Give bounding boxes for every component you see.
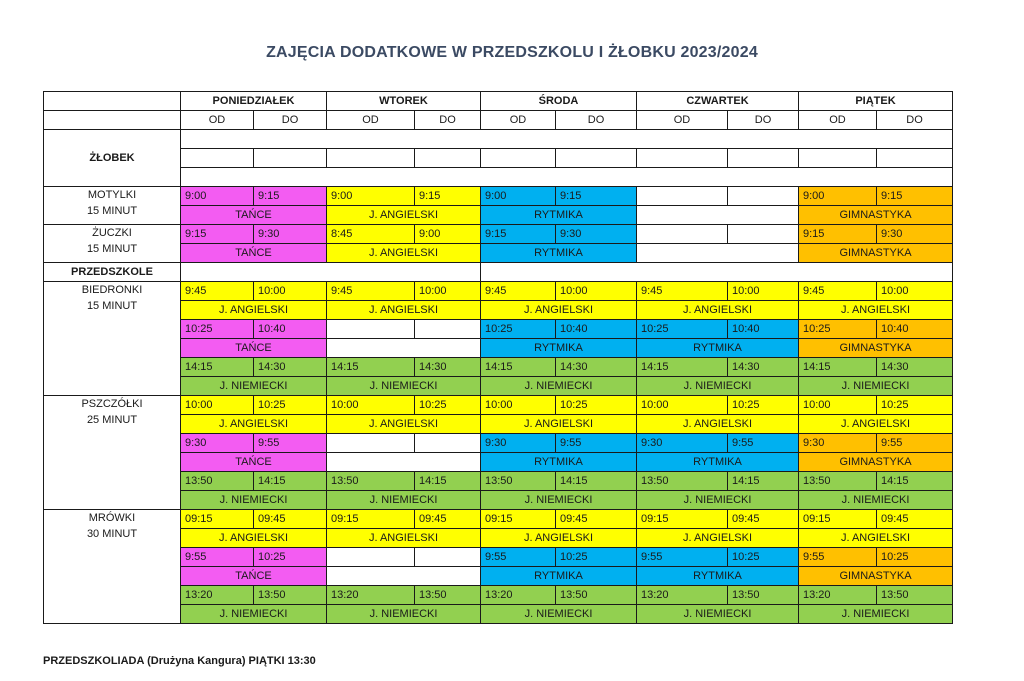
- mrowki-ang-activity-row: [44, 529, 953, 548]
- activity-cell: RYTMIKA: [637, 339, 799, 358]
- time-cell: 14:15: [799, 358, 877, 377]
- activity-cell: J. ANGIELSKI: [637, 301, 799, 320]
- day-tue: WTOREK: [327, 92, 481, 111]
- zuczki-time-row: [44, 225, 953, 244]
- empty-cell: [481, 263, 953, 282]
- time-cell: 8:45: [327, 225, 415, 244]
- time-cell: 9:55: [637, 548, 728, 567]
- time-cell: 10:40: [556, 320, 637, 339]
- time-cell: 10:40: [877, 320, 953, 339]
- activity-cell: J. NIEMIECKI: [481, 491, 637, 510]
- group-mrowki: [44, 510, 181, 624]
- footer-note: PRZEDSZKOLIADA (Drużyna Kangura) PIĄTKI 13:30: [43, 655, 316, 667]
- activity-cell: GIMNASTYKA: [799, 453, 953, 472]
- activity-cell: TAŃCE: [181, 453, 327, 472]
- time-cell: 9:30: [481, 434, 556, 453]
- time-cell: 13:20: [481, 586, 556, 605]
- day-thu: CZWARTEK: [637, 92, 799, 111]
- time-cell: 10:25: [254, 396, 327, 415]
- activity-cell: J. ANGIELSKI: [481, 301, 637, 320]
- empty-cell: [637, 187, 728, 206]
- activity-cell: J. ANGIELSKI: [327, 244, 481, 263]
- time-cell: 9:55: [728, 434, 799, 453]
- page-title: ZAJĘCIA DODATKOWE W PRZEDSZKOLU I ŻŁOBKU 2023/2024: [266, 44, 758, 61]
- time-cell: 09:45: [415, 510, 481, 529]
- time-cell: 09:45: [728, 510, 799, 529]
- empty-cell: [181, 263, 481, 282]
- time-cell: 10:00: [181, 396, 254, 415]
- time-cell: 14:15: [481, 358, 556, 377]
- activity-cell: GIMNASTYKA: [799, 244, 953, 263]
- activity-cell: J. NIEMIECKI: [637, 377, 799, 396]
- time-cell: 9:30: [181, 434, 254, 453]
- empty-cell: [556, 149, 637, 168]
- time-cell: 10:25: [728, 396, 799, 415]
- zlobek-row: [44, 130, 953, 149]
- activity-cell: J. ANGIELSKI: [481, 529, 637, 548]
- mrowki-b2-time-row: [44, 548, 953, 567]
- activity-cell: GIMNASTYKA: [799, 339, 953, 358]
- time-cell: 9:45: [637, 282, 728, 301]
- day-header-row: [44, 92, 953, 111]
- do-label: DO: [556, 111, 637, 130]
- time-cell: 10:00: [728, 282, 799, 301]
- time-cell: 14:15: [415, 472, 481, 491]
- pszczolki-ang-time-row: [44, 396, 953, 415]
- activity-cell: J. ANGIELSKI: [799, 415, 953, 434]
- time-cell: 10:25: [556, 548, 637, 567]
- time-cell: 9:30: [799, 434, 877, 453]
- activity-cell: RYTMIKA: [481, 567, 637, 586]
- time-cell: 9:00: [481, 187, 556, 206]
- activity-cell: J. NIEMIECKI: [637, 605, 799, 624]
- time-cell: 10:00: [799, 396, 877, 415]
- activity-cell: J. NIEMIECKI: [799, 605, 953, 624]
- time-cell: 10:25: [556, 396, 637, 415]
- schedule-table: [43, 91, 953, 624]
- przedszkole-row: [44, 263, 953, 282]
- activity-cell: J. ANGIELSKI: [327, 529, 481, 548]
- time-cell: 14:30: [254, 358, 327, 377]
- do-label: DO: [877, 111, 953, 130]
- biedronki-niem-time-row: [44, 358, 953, 377]
- time-cell: 09:45: [556, 510, 637, 529]
- time-cell: 14:30: [415, 358, 481, 377]
- time-cell: 10:25: [481, 320, 556, 339]
- biedronki-b2-time-row: [44, 320, 953, 339]
- time-cell: 09:15: [637, 510, 728, 529]
- empty-cell: [481, 149, 556, 168]
- time-cell: 13:50: [181, 472, 254, 491]
- time-cell: 9:15: [254, 187, 327, 206]
- time-cell: 13:50: [637, 472, 728, 491]
- time-cell: 13:20: [181, 586, 254, 605]
- empty-cell: [327, 567, 481, 586]
- empty-cell: [327, 548, 415, 567]
- time-cell: 9:15: [556, 187, 637, 206]
- motylki-activity-row: [44, 206, 953, 225]
- od-label: OD: [181, 111, 254, 130]
- zlobek-row: [44, 168, 953, 187]
- day-fri: PIĄTEK: [799, 92, 953, 111]
- time-cell: 9:30: [877, 225, 953, 244]
- time-cell: 9:45: [327, 282, 415, 301]
- zlobek-row: [44, 149, 953, 168]
- time-cell: 13:50: [481, 472, 556, 491]
- time-cell: 10:25: [637, 320, 728, 339]
- group-duration: 15 MINUT: [86, 300, 138, 312]
- activity-cell: J. ANGIELSKI: [799, 529, 953, 548]
- group-name: MOTYLKI: [87, 189, 137, 201]
- time-cell: 9:15: [799, 225, 877, 244]
- time-cell: 13:20: [799, 586, 877, 605]
- time-cell: 13:20: [327, 586, 415, 605]
- empty-cell: [327, 339, 481, 358]
- time-cell: 14:15: [728, 472, 799, 491]
- activity-cell: J. NIEMIECKI: [481, 377, 637, 396]
- activity-cell: J. ANGIELSKI: [181, 301, 327, 320]
- group-duration: 15 MINUT: [86, 243, 138, 255]
- time-cell: 14:15: [637, 358, 728, 377]
- pszczolki-b2-time-row: [44, 434, 953, 453]
- mrowki-ang-time-row: [44, 510, 953, 529]
- group-duration: 25 MINUT: [86, 414, 138, 426]
- activity-cell: GIMNASTYKA: [799, 567, 953, 586]
- od-label: OD: [327, 111, 415, 130]
- pszczolki-ang-activity-row: [44, 415, 953, 434]
- time-cell: 13:50: [877, 586, 953, 605]
- pszczolki-niem-activity-row: [44, 491, 953, 510]
- time-cell: 9:45: [799, 282, 877, 301]
- mrowki-niem-activity-row: [44, 605, 953, 624]
- time-cell: 10:40: [254, 320, 327, 339]
- activity-cell: J. NIEMIECKI: [181, 377, 327, 396]
- od-do-header-row: [44, 111, 953, 130]
- activity-cell: J. ANGIELSKI: [799, 301, 953, 320]
- time-cell: 09:15: [181, 510, 254, 529]
- time-cell: 14:30: [877, 358, 953, 377]
- activity-cell: J. ANGIELSKI: [327, 415, 481, 434]
- time-cell: 13:50: [799, 472, 877, 491]
- time-cell: 14:30: [556, 358, 637, 377]
- empty-cell: [637, 225, 728, 244]
- activity-cell: J. NIEMIECKI: [799, 377, 953, 396]
- group-duration: 30 MINUT: [86, 528, 138, 540]
- activity-cell: RYTMIKA: [481, 339, 637, 358]
- activity-cell: RYTMIKA: [481, 244, 637, 263]
- time-cell: 9:00: [181, 187, 254, 206]
- time-cell: 10:00: [327, 396, 415, 415]
- time-cell: 9:55: [556, 434, 637, 453]
- time-cell: 13:50: [415, 586, 481, 605]
- group-biedronki: [44, 282, 181, 396]
- time-cell: 10:25: [728, 548, 799, 567]
- time-cell: 14:15: [556, 472, 637, 491]
- pszczolki-niem-time-row: [44, 472, 953, 491]
- empty-cell: [254, 149, 327, 168]
- activity-cell: J. NIEMIECKI: [799, 491, 953, 510]
- activity-cell: J. NIEMIECKI: [637, 491, 799, 510]
- empty-cell: [728, 225, 799, 244]
- time-cell: 09:45: [254, 510, 327, 529]
- section-zlobek: ŻŁOBEK: [44, 130, 181, 187]
- biedronki-niem-activity-row: [44, 377, 953, 396]
- time-cell: 9:00: [327, 187, 415, 206]
- activity-cell: J. NIEMIECKI: [327, 605, 481, 624]
- time-cell: 14:15: [181, 358, 254, 377]
- section-przedszkole: PRZEDSZKOLE: [44, 263, 181, 282]
- od-label: OD: [637, 111, 728, 130]
- do-label: DO: [728, 111, 799, 130]
- activity-cell: J. NIEMIECKI: [481, 605, 637, 624]
- time-cell: 13:50: [728, 586, 799, 605]
- group-motylki: [44, 187, 181, 225]
- empty-cell: [181, 168, 953, 187]
- time-cell: 09:45: [877, 510, 953, 529]
- biedronki-ang-time-row: [44, 282, 953, 301]
- activity-cell: J. ANGIELSKI: [637, 415, 799, 434]
- od-label: OD: [799, 111, 877, 130]
- group-name: BIEDRONKI: [81, 284, 143, 296]
- time-cell: 09:15: [799, 510, 877, 529]
- mrowki-b2-activity-row: [44, 567, 953, 586]
- empty-cell: [327, 434, 415, 453]
- empty-cell: [327, 453, 481, 472]
- activity-cell: J. ANGIELSKI: [637, 529, 799, 548]
- time-cell: 10:25: [877, 396, 953, 415]
- empty-cell: [181, 130, 953, 149]
- time-cell: 09:15: [327, 510, 415, 529]
- time-cell: 13:50: [254, 586, 327, 605]
- time-cell: 9:15: [415, 187, 481, 206]
- empty-cell: [637, 244, 799, 263]
- activity-cell: TAŃCE: [181, 244, 327, 263]
- time-cell: 9:00: [415, 225, 481, 244]
- time-cell: 9:30: [637, 434, 728, 453]
- time-cell: 10:00: [637, 396, 728, 415]
- empty-cell: [415, 434, 481, 453]
- activity-cell: TAŃCE: [181, 339, 327, 358]
- mrowki-niem-time-row: [44, 586, 953, 605]
- time-cell: 9:45: [481, 282, 556, 301]
- time-cell: 9:55: [799, 548, 877, 567]
- time-cell: 9:15: [877, 187, 953, 206]
- time-cell: 10:25: [415, 396, 481, 415]
- time-cell: 10:00: [877, 282, 953, 301]
- group-zuczki: [44, 225, 181, 263]
- time-cell: 10:25: [181, 320, 254, 339]
- activity-cell: RYTMIKA: [481, 453, 637, 472]
- time-cell: 10:00: [556, 282, 637, 301]
- activity-cell: J. ANGIELSKI: [181, 529, 327, 548]
- time-cell: 10:00: [254, 282, 327, 301]
- empty-cell: [415, 548, 481, 567]
- empty-cell: [415, 149, 481, 168]
- time-cell: 13:50: [327, 472, 415, 491]
- time-cell: 9:00: [799, 187, 877, 206]
- time-cell: 9:55: [181, 548, 254, 567]
- time-cell: 9:55: [254, 434, 327, 453]
- time-cell: 9:15: [481, 225, 556, 244]
- activity-cell: J. ANGIELSKI: [481, 415, 637, 434]
- empty-cell: [637, 149, 728, 168]
- motylki-time-row: [44, 187, 953, 206]
- time-cell: 13:50: [556, 586, 637, 605]
- od-label: OD: [481, 111, 556, 130]
- corner-cell: [44, 111, 181, 130]
- group-pszczolki: [44, 396, 181, 510]
- biedronki-b2-activity-row: [44, 339, 953, 358]
- activity-cell: J. NIEMIECKI: [327, 377, 481, 396]
- empty-cell: [799, 149, 877, 168]
- day-wed: ŚRODA: [481, 92, 637, 111]
- empty-cell: [181, 149, 254, 168]
- do-label: DO: [254, 111, 327, 130]
- empty-cell: [728, 149, 799, 168]
- time-cell: 10:00: [481, 396, 556, 415]
- empty-cell: [728, 187, 799, 206]
- activity-cell: J. NIEMIECKI: [181, 491, 327, 510]
- group-name: PSZCZÓŁKI: [81, 398, 143, 410]
- time-cell: 9:30: [254, 225, 327, 244]
- day-mon: PONIEDZIAŁEK: [181, 92, 327, 111]
- time-cell: 9:45: [181, 282, 254, 301]
- empty-cell: [637, 206, 799, 225]
- empty-cell: [327, 320, 415, 339]
- activity-cell: TAŃCE: [181, 567, 327, 586]
- time-cell: 9:30: [556, 225, 637, 244]
- time-cell: 13:20: [637, 586, 728, 605]
- biedronki-ang-activity-row: [44, 301, 953, 320]
- time-cell: 14:15: [254, 472, 327, 491]
- time-cell: 10:25: [877, 548, 953, 567]
- time-cell: 14:15: [877, 472, 953, 491]
- activity-cell: RYTMIKA: [637, 567, 799, 586]
- activity-cell: RYTMIKA: [637, 453, 799, 472]
- empty-cell: [415, 320, 481, 339]
- time-cell: 9:55: [481, 548, 556, 567]
- group-name: MRÓWKI: [88, 512, 136, 524]
- zuczki-activity-row: [44, 244, 953, 263]
- empty-cell: [877, 149, 953, 168]
- time-cell: 10:25: [254, 548, 327, 567]
- activity-cell: J. ANGIELSKI: [181, 415, 327, 434]
- time-cell: 10:40: [728, 320, 799, 339]
- do-label: DO: [415, 111, 481, 130]
- time-cell: 09:15: [481, 510, 556, 529]
- time-cell: 14:30: [728, 358, 799, 377]
- group-name: ŻUCZKI: [92, 227, 132, 239]
- activity-cell: GIMNASTYKA: [799, 206, 953, 225]
- time-cell: 9:15: [181, 225, 254, 244]
- activity-cell: J. ANGIELSKI: [327, 301, 481, 320]
- time-cell: 10:00: [415, 282, 481, 301]
- corner-cell: [44, 92, 181, 111]
- group-duration: 15 MINUT: [86, 205, 138, 217]
- activity-cell: J. ANGIELSKI: [327, 206, 481, 225]
- activity-cell: TAŃCE: [181, 206, 327, 225]
- activity-cell: J. NIEMIECKI: [327, 491, 481, 510]
- time-cell: 9:55: [877, 434, 953, 453]
- time-cell: 14:15: [327, 358, 415, 377]
- pszczolki-b2-activity-row: [44, 453, 953, 472]
- activity-cell: RYTMIKA: [481, 206, 637, 225]
- activity-cell: J. NIEMIECKI: [181, 605, 327, 624]
- empty-cell: [327, 149, 415, 168]
- time-cell: 10:25: [799, 320, 877, 339]
